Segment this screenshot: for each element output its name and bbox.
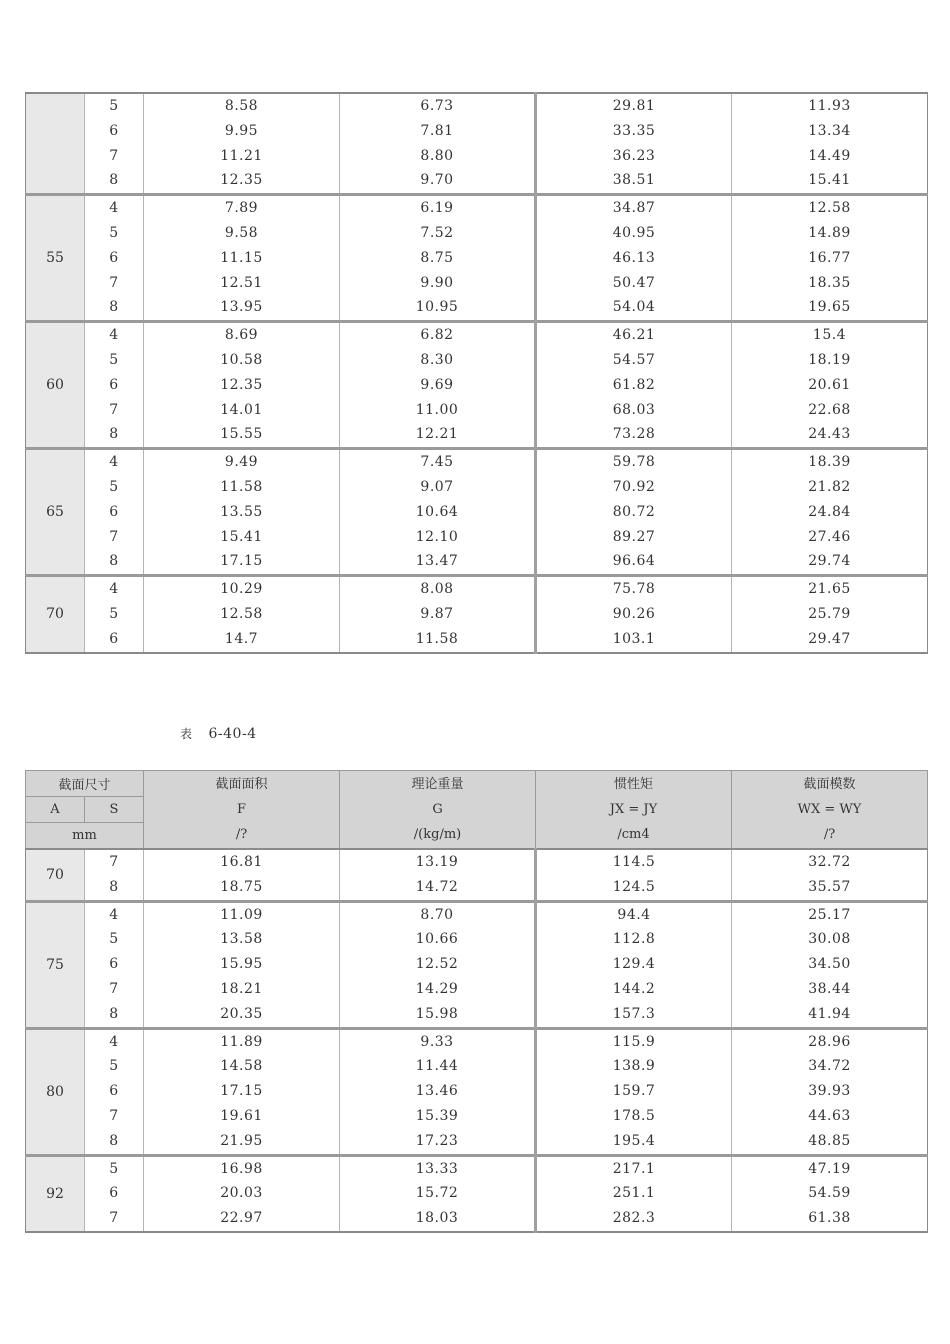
table-value: 159.7 bbox=[612, 1083, 656, 1100]
table-value: 44.63 bbox=[808, 1107, 851, 1124]
caption-number: 6-40-4 bbox=[208, 726, 257, 742]
table-value: 195.4 bbox=[612, 1132, 656, 1149]
table-value: 38.51 bbox=[612, 172, 656, 189]
table-value: 29.47 bbox=[808, 630, 851, 647]
size-a-cell: 60 bbox=[26, 322, 85, 449]
table-value: 28.96 bbox=[808, 1033, 851, 1050]
thickness-s-cell bbox=[85, 449, 144, 576]
area-f-cell bbox=[144, 449, 340, 576]
table-value: 54.04 bbox=[612, 299, 656, 316]
thickness-s-cell bbox=[85, 1155, 144, 1232]
table-value: 21.95 bbox=[220, 1132, 263, 1149]
table-value: 12.10 bbox=[415, 528, 459, 545]
table-value: 6 bbox=[109, 630, 119, 647]
size-a-cell: 70 bbox=[26, 849, 85, 901]
table-value: 5 bbox=[109, 351, 119, 368]
inertia-j-cell bbox=[536, 449, 732, 576]
size-a-cell: 70 bbox=[26, 576, 85, 653]
modulus-w-cell bbox=[732, 576, 928, 653]
table-value: 8 bbox=[109, 878, 119, 895]
thickness-s-cell bbox=[85, 576, 144, 653]
table-value: 15.4 bbox=[812, 327, 847, 344]
table-value: 14.49 bbox=[808, 147, 851, 164]
table-value: 29.81 bbox=[612, 98, 656, 114]
table-value: 9.69 bbox=[420, 376, 454, 393]
table-value: 7 bbox=[109, 401, 119, 418]
size-a-cell bbox=[26, 93, 85, 195]
inertia-j-cell bbox=[536, 195, 732, 322]
table-value: 70.92 bbox=[612, 478, 656, 495]
table-value: 48.85 bbox=[808, 1132, 851, 1149]
table-value: 282.3 bbox=[612, 1210, 656, 1227]
table-value: 4 bbox=[109, 581, 119, 598]
table-value: 6 bbox=[109, 376, 119, 393]
row-group bbox=[26, 576, 928, 653]
table-value: 19.61 bbox=[220, 1107, 263, 1124]
table-value: 7 bbox=[109, 147, 119, 164]
modulus-w-cell bbox=[732, 322, 928, 449]
modulus-w-cell bbox=[732, 93, 928, 195]
table-value: 103.1 bbox=[612, 630, 656, 647]
inertia-j-cell bbox=[536, 322, 732, 449]
table-value: 8.58 bbox=[224, 98, 259, 114]
table-value: 54.57 bbox=[612, 351, 656, 368]
table-value: 14.01 bbox=[220, 401, 263, 418]
row-group bbox=[26, 195, 928, 322]
table-value: 5 bbox=[109, 224, 119, 241]
caption-mark: 表 bbox=[180, 727, 193, 741]
table-value: 7.81 bbox=[420, 122, 454, 139]
modulus-w-cell bbox=[732, 195, 928, 322]
table-value: 61.38 bbox=[808, 1210, 851, 1227]
row-group bbox=[26, 849, 928, 901]
table-value: 11.44 bbox=[415, 1058, 459, 1075]
area-f-cell bbox=[144, 901, 340, 1028]
thickness-s-cell bbox=[85, 849, 144, 901]
row-group bbox=[26, 901, 928, 1028]
table-value: 14.58 bbox=[220, 1058, 263, 1075]
table-value: 8 bbox=[109, 1132, 119, 1149]
table-value: 25.17 bbox=[808, 906, 851, 923]
area-f-cell bbox=[144, 849, 340, 901]
table-value: 8.30 bbox=[420, 351, 454, 368]
table-value: 46.21 bbox=[612, 327, 656, 344]
table-value: 251.1 bbox=[612, 1185, 656, 1202]
table-value: 6 bbox=[109, 956, 119, 973]
table-value: 73.28 bbox=[612, 426, 656, 443]
size-a-cell: 80 bbox=[26, 1028, 85, 1155]
table-value: 7.52 bbox=[420, 224, 454, 241]
table-value: 15.41 bbox=[220, 528, 263, 545]
weight-g-cell bbox=[340, 93, 536, 195]
table-value: 14.7 bbox=[224, 630, 259, 647]
table-value: 15.98 bbox=[415, 1005, 459, 1022]
header-weight: 理论重量 G /(kg/m) bbox=[340, 771, 536, 850]
table-value: 15.39 bbox=[415, 1107, 459, 1124]
table-value: 9.07 bbox=[420, 478, 454, 495]
table-value: 40.95 bbox=[612, 224, 656, 241]
table-value: 13.55 bbox=[220, 503, 263, 520]
table-value: 178.5 bbox=[612, 1107, 656, 1124]
area-f-cell bbox=[144, 576, 340, 653]
table-value: 13.33 bbox=[415, 1160, 459, 1177]
table-value: 36.23 bbox=[612, 147, 656, 164]
row-group bbox=[26, 449, 928, 576]
table-value: 25.79 bbox=[808, 605, 851, 622]
header-inertia: 惯性矩 JX = JY /cm4 bbox=[536, 771, 732, 850]
table-value: 80.72 bbox=[612, 503, 656, 520]
table-value: 9.87 bbox=[420, 605, 454, 622]
table-value: 27.46 bbox=[808, 528, 851, 545]
table-value: 9.33 bbox=[420, 1033, 454, 1050]
weight-g-cell bbox=[340, 1028, 536, 1155]
table-value: 7 bbox=[109, 980, 119, 997]
table-value: 20.35 bbox=[220, 1005, 263, 1022]
table-value: 14.89 bbox=[808, 224, 851, 241]
table-value: 8 bbox=[109, 1005, 119, 1022]
size-a-cell: 65 bbox=[26, 449, 85, 576]
table-value: 5 bbox=[109, 931, 119, 948]
table-value: 13.46 bbox=[415, 1083, 459, 1100]
weight-g-cell bbox=[340, 576, 536, 653]
table-value: 12.21 bbox=[415, 426, 459, 443]
table-value: 6.82 bbox=[420, 327, 454, 344]
table-value: 12.51 bbox=[220, 274, 263, 291]
table-value: 5 bbox=[109, 1058, 119, 1075]
table-value: 24.43 bbox=[808, 426, 851, 443]
table-value: 7 bbox=[109, 854, 119, 870]
table-value: 21.82 bbox=[808, 478, 851, 495]
table-value: 17.15 bbox=[220, 1083, 263, 1100]
table-value: 90.26 bbox=[612, 605, 656, 622]
weight-g-cell bbox=[340, 449, 536, 576]
table-value: 6.73 bbox=[420, 98, 454, 114]
table-value: 13.19 bbox=[415, 854, 459, 870]
table-value: 18.35 bbox=[808, 274, 851, 291]
modulus-w-cell bbox=[732, 449, 928, 576]
table-value: 6 bbox=[109, 249, 119, 266]
table-value: 138.9 bbox=[612, 1058, 656, 1075]
weight-g-cell bbox=[340, 195, 536, 322]
row-group bbox=[26, 1028, 928, 1155]
table-value: 20.03 bbox=[220, 1185, 263, 1202]
table-value: 12.35 bbox=[220, 172, 263, 189]
table-value: 9.95 bbox=[224, 122, 259, 139]
area-f-cell bbox=[144, 1155, 340, 1232]
table-value: 13.34 bbox=[808, 122, 851, 139]
table-value: 6 bbox=[109, 1185, 119, 1202]
table-value: 20.61 bbox=[808, 376, 851, 393]
table-value: 7.89 bbox=[224, 200, 259, 217]
inertia-j-cell bbox=[536, 1028, 732, 1155]
table-value: 9.70 bbox=[420, 172, 454, 189]
table-value: 157.3 bbox=[612, 1005, 656, 1022]
table-value: 46.13 bbox=[612, 249, 656, 266]
inertia-j-cell bbox=[536, 901, 732, 1028]
table-value: 22.68 bbox=[808, 401, 851, 418]
table-value: 59.78 bbox=[612, 454, 656, 471]
size-a-cell: 55 bbox=[26, 195, 85, 322]
table-value: 6 bbox=[109, 1083, 119, 1100]
area-f-cell bbox=[144, 322, 340, 449]
table-value: 34.87 bbox=[612, 200, 656, 217]
table-value: 11.00 bbox=[415, 401, 459, 418]
row-group bbox=[26, 1155, 928, 1232]
modulus-w-cell bbox=[732, 1028, 928, 1155]
table-value: 18.21 bbox=[220, 980, 263, 997]
inertia-j-cell bbox=[536, 1155, 732, 1232]
table-value: 61.82 bbox=[612, 376, 656, 393]
inertia-j-cell bbox=[536, 849, 732, 901]
table-value: 30.08 bbox=[808, 931, 851, 948]
table-value: 11.58 bbox=[220, 478, 263, 495]
table-continued bbox=[25, 92, 928, 654]
table-value: 15.55 bbox=[220, 426, 263, 443]
table-value: 9.49 bbox=[224, 454, 259, 471]
table-6-40-4 bbox=[25, 770, 928, 1233]
table-value: 144.2 bbox=[612, 980, 656, 997]
table-value: 13.47 bbox=[415, 553, 459, 570]
table-value: 8 bbox=[109, 426, 119, 443]
table-value: 22.97 bbox=[220, 1210, 263, 1227]
table-value: 124.5 bbox=[612, 878, 656, 895]
table-value: 10.64 bbox=[415, 503, 459, 520]
table-value: 6.19 bbox=[420, 200, 454, 217]
table-value: 16.98 bbox=[220, 1160, 263, 1177]
row-group bbox=[26, 322, 928, 449]
thickness-s-cell bbox=[85, 195, 144, 322]
table-value: 38.44 bbox=[808, 980, 851, 997]
table-value: 217.1 bbox=[612, 1160, 656, 1177]
table-value: 4 bbox=[109, 454, 119, 471]
modulus-w-cell bbox=[732, 1155, 928, 1232]
table-value: 8.80 bbox=[420, 147, 454, 164]
table-value: 8 bbox=[109, 299, 119, 316]
table-value: 11.93 bbox=[808, 98, 851, 114]
table-value: 11.09 bbox=[220, 906, 263, 923]
table-value: 8 bbox=[109, 172, 119, 189]
table-value: 17.23 bbox=[415, 1132, 459, 1149]
table-value: 8 bbox=[109, 553, 119, 570]
thickness-s-cell bbox=[85, 93, 144, 195]
table-value: 18.19 bbox=[808, 351, 851, 368]
table-value: 5 bbox=[109, 605, 119, 622]
table-value: 13.95 bbox=[220, 299, 263, 316]
table-value: 34.50 bbox=[808, 956, 851, 973]
table-value: 14.72 bbox=[415, 878, 459, 895]
modulus-w-cell bbox=[732, 901, 928, 1028]
table-value: 16.77 bbox=[808, 249, 851, 266]
thickness-s-cell bbox=[85, 322, 144, 449]
table-value: 29.74 bbox=[808, 553, 851, 570]
weight-g-cell bbox=[340, 849, 536, 901]
table-value: 9.90 bbox=[420, 274, 454, 291]
table-value: 15.72 bbox=[415, 1185, 459, 1202]
table-value: 16.81 bbox=[220, 854, 263, 870]
table-value: 35.57 bbox=[808, 878, 851, 895]
table-value: 5 bbox=[109, 1160, 119, 1177]
table-value: 11.15 bbox=[220, 249, 263, 266]
table-value: 114.5 bbox=[612, 854, 656, 870]
table-value: 13.58 bbox=[220, 931, 263, 948]
table-value: 4 bbox=[109, 327, 119, 344]
table-value: 8.69 bbox=[224, 327, 259, 344]
weight-g-cell bbox=[340, 1155, 536, 1232]
table-value: 19.65 bbox=[808, 299, 851, 316]
area-f-cell bbox=[144, 1028, 340, 1155]
table-value: 112.8 bbox=[612, 931, 656, 948]
table-value: 7 bbox=[109, 1210, 119, 1227]
header-unit: mm bbox=[26, 823, 144, 850]
inertia-j-cell bbox=[536, 576, 732, 653]
table-value: 15.41 bbox=[808, 172, 851, 189]
area-f-cell bbox=[144, 195, 340, 322]
table-value: 24.84 bbox=[808, 503, 851, 520]
table-value: 11.21 bbox=[220, 147, 263, 164]
table-value: 8.70 bbox=[420, 906, 454, 923]
table-value: 41.94 bbox=[808, 1005, 851, 1022]
size-a-cell: 75 bbox=[26, 901, 85, 1028]
table-value: 8.08 bbox=[420, 581, 454, 598]
table-value: 17.15 bbox=[220, 553, 263, 570]
header-modulus: 截面模数 WX = WY /? bbox=[732, 771, 928, 850]
header-size: 截面尺寸 bbox=[26, 771, 144, 797]
table-value: 47.19 bbox=[808, 1160, 851, 1177]
table-value: 5 bbox=[109, 478, 119, 495]
weight-g-cell bbox=[340, 322, 536, 449]
modulus-w-cell bbox=[732, 849, 928, 901]
thickness-s-cell bbox=[85, 901, 144, 1028]
table-value: 12.52 bbox=[415, 956, 459, 973]
table-value: 18.03 bbox=[415, 1210, 459, 1227]
table-value: 15.95 bbox=[220, 956, 263, 973]
area-f-cell bbox=[144, 93, 340, 195]
table-value: 8.75 bbox=[420, 249, 454, 266]
table-value: 7.45 bbox=[420, 454, 454, 471]
table-value: 11.89 bbox=[220, 1033, 263, 1050]
table-value: 89.27 bbox=[612, 528, 656, 545]
table-value: 7 bbox=[109, 274, 119, 291]
table-value: 54.59 bbox=[808, 1185, 851, 1202]
table-value: 12.35 bbox=[220, 376, 263, 393]
row-group bbox=[26, 93, 928, 195]
table-value: 4 bbox=[109, 1033, 119, 1050]
weight-g-cell bbox=[340, 901, 536, 1028]
table-value: 4 bbox=[109, 200, 119, 217]
table-value: 12.58 bbox=[220, 605, 263, 622]
table-value: 6 bbox=[109, 503, 119, 520]
table-value: 10.58 bbox=[220, 351, 263, 368]
header-s: S bbox=[85, 797, 144, 823]
table-value: 10.66 bbox=[415, 931, 459, 948]
thickness-s-cell bbox=[85, 1028, 144, 1155]
table-value: 18.39 bbox=[808, 454, 851, 471]
table-value: 18.75 bbox=[220, 878, 263, 895]
table-value: 9.58 bbox=[224, 224, 259, 241]
header-a: A bbox=[26, 797, 85, 823]
table-value: 21.65 bbox=[808, 581, 851, 598]
inertia-j-cell bbox=[536, 93, 732, 195]
header-area: 截面面积 F /? bbox=[144, 771, 340, 850]
table-value: 10.29 bbox=[220, 581, 263, 598]
table-value: 14.29 bbox=[415, 980, 459, 997]
table-value: 129.4 bbox=[612, 956, 656, 973]
table-value: 33.35 bbox=[612, 122, 656, 139]
table-value: 68.03 bbox=[612, 401, 656, 418]
table-value: 50.47 bbox=[612, 274, 656, 291]
table-caption bbox=[180, 725, 257, 742]
table-value: 5 bbox=[109, 98, 119, 114]
table-value: 6 bbox=[109, 122, 119, 139]
table-value: 94.4 bbox=[617, 906, 651, 923]
table-value: 7 bbox=[109, 1107, 119, 1124]
size-a-cell: 92 bbox=[26, 1155, 85, 1232]
table-value: 11.58 bbox=[415, 630, 459, 647]
table-value: 10.95 bbox=[415, 299, 459, 316]
table-value: 4 bbox=[109, 906, 119, 923]
table-value: 39.93 bbox=[808, 1083, 851, 1100]
table-value: 96.64 bbox=[612, 553, 656, 570]
table-value: 7 bbox=[109, 528, 119, 545]
table-value: 32.72 bbox=[808, 854, 851, 870]
table-value: 12.58 bbox=[808, 200, 851, 217]
table-value: 115.9 bbox=[612, 1033, 656, 1050]
table-value: 75.78 bbox=[612, 581, 656, 598]
table-value: 34.72 bbox=[808, 1058, 851, 1075]
